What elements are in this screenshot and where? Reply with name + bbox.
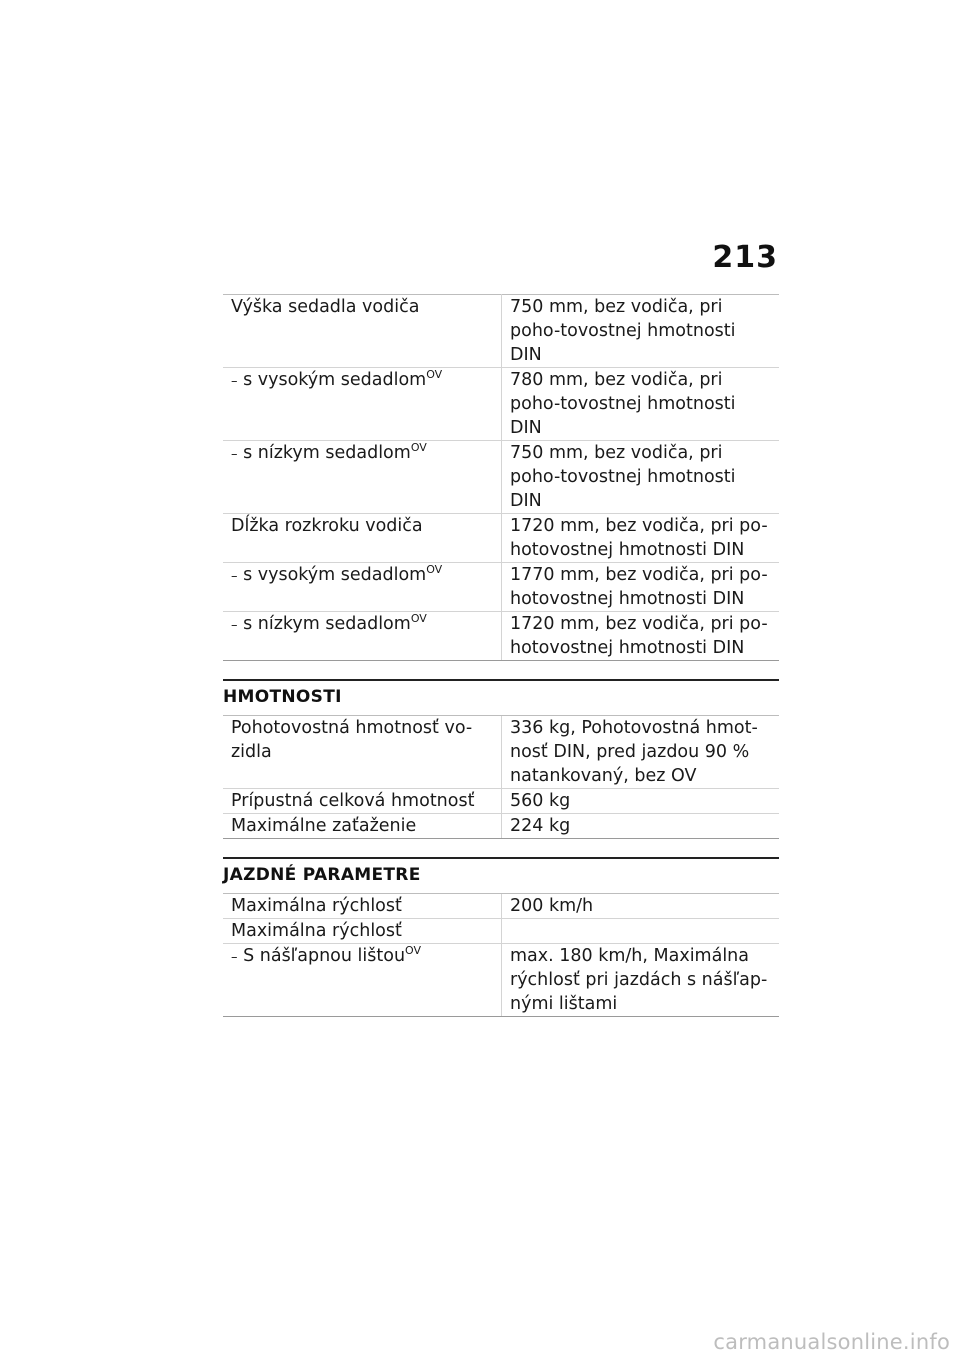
row-label: Dĺžka rozkroku vodiča bbox=[231, 516, 423, 536]
row-label-cell bbox=[223, 894, 502, 919]
row-label: S nášľapnou lištou bbox=[243, 946, 406, 966]
watermark-text[interactable]: carmanualsonline.info bbox=[713, 1330, 950, 1354]
optional-equipment-marker: OV bbox=[410, 612, 427, 625]
row-value: 200 km/h bbox=[502, 894, 780, 919]
table-row bbox=[223, 944, 779, 1017]
row-label: Prípustná celková hmotnosť bbox=[231, 791, 475, 811]
row-value: 750 mm, bez vodiča, pri poho-tovostnej hmotnosti DIN bbox=[502, 441, 780, 514]
table-row bbox=[223, 441, 779, 514]
table-row bbox=[223, 716, 779, 789]
row-label: s vysokým sedadlom bbox=[243, 370, 427, 390]
row-value: 750 mm, bez vodiča, pri poho-tovostnej hmotnosti DIN bbox=[502, 295, 780, 368]
row-value: 224 kg bbox=[502, 814, 780, 839]
optional-equipment-marker: OV bbox=[410, 441, 427, 454]
row-value: 336 kg, Pohotovostná hmot-nosť DIN, pred jazdou 90 % natankovaný, bez OV bbox=[502, 716, 780, 789]
sub-item-dash: – bbox=[231, 950, 238, 965]
table-row bbox=[223, 295, 779, 368]
row-value: 1720 mm, bez vodiča, pri po-hotovostnej hmotnosti DIN bbox=[502, 514, 780, 563]
seat-height-table bbox=[223, 294, 779, 661]
page-number: 213 bbox=[712, 240, 778, 275]
row-label-cell bbox=[223, 789, 502, 814]
sub-item-dash: – bbox=[231, 569, 238, 584]
row-label-cell bbox=[223, 295, 502, 368]
row-value: 560 kg bbox=[502, 789, 780, 814]
table-row bbox=[223, 814, 779, 839]
optional-equipment-marker: OV bbox=[426, 368, 443, 381]
row-value: 780 mm, bez vodiča, pri poho-tovostnej hmotnosti DIN bbox=[502, 368, 780, 441]
sub-item-dash: – bbox=[231, 374, 238, 389]
row-label-cell bbox=[223, 612, 502, 661]
row-label: s vysokým sedadlom bbox=[243, 565, 427, 585]
section-heading-driving: JAZDNÉ PARAMETRE bbox=[223, 857, 779, 894]
table-row bbox=[223, 563, 779, 612]
optional-equipment-marker: OV bbox=[405, 944, 422, 957]
table-row bbox=[223, 919, 779, 944]
weights-table bbox=[223, 716, 779, 839]
row-label-cell bbox=[223, 944, 502, 1017]
row-label-cell bbox=[223, 814, 502, 839]
row-label-cell bbox=[223, 919, 502, 944]
row-label: Výška sedadla vodiča bbox=[231, 297, 420, 317]
row-label: Pohotovostná hmotnosť vo-zidla bbox=[231, 718, 473, 762]
table-row bbox=[223, 789, 779, 814]
table-row bbox=[223, 894, 779, 919]
table-row bbox=[223, 612, 779, 661]
row-label-cell bbox=[223, 514, 502, 563]
row-label-cell bbox=[223, 563, 502, 612]
table-row bbox=[223, 514, 779, 563]
table-row bbox=[223, 368, 779, 441]
row-label-cell bbox=[223, 716, 502, 789]
spec-content bbox=[223, 294, 779, 1017]
row-value: max. 180 km/h, Maximálna rýchlosť pri jazdách s nášľap-nými lištami bbox=[502, 944, 780, 1017]
section-heading-weights: HMOTNOSTI bbox=[223, 679, 779, 716]
row-label: s nízkym sedadlom bbox=[243, 443, 411, 463]
row-label-cell bbox=[223, 368, 502, 441]
row-label: s nízkym sedadlom bbox=[243, 614, 411, 634]
row-value: 1770 mm, bez vodiča, pri po-hotovostnej hmotnosti DIN bbox=[502, 563, 780, 612]
row-value: 1720 mm, bez vodiča, pri po-hotovostnej hmotnosti DIN bbox=[502, 612, 780, 661]
row-value bbox=[502, 919, 780, 944]
row-label: Maximálna rýchlosť bbox=[231, 896, 402, 916]
row-label: Maximálna rýchlosť bbox=[231, 921, 402, 941]
sub-item-dash: – bbox=[231, 618, 238, 633]
sub-item-dash: – bbox=[231, 447, 238, 462]
row-label: Maximálne zaťaženie bbox=[231, 816, 417, 836]
optional-equipment-marker: OV bbox=[426, 563, 443, 576]
driving-parameters-table bbox=[223, 894, 779, 1017]
row-label-cell bbox=[223, 441, 502, 514]
